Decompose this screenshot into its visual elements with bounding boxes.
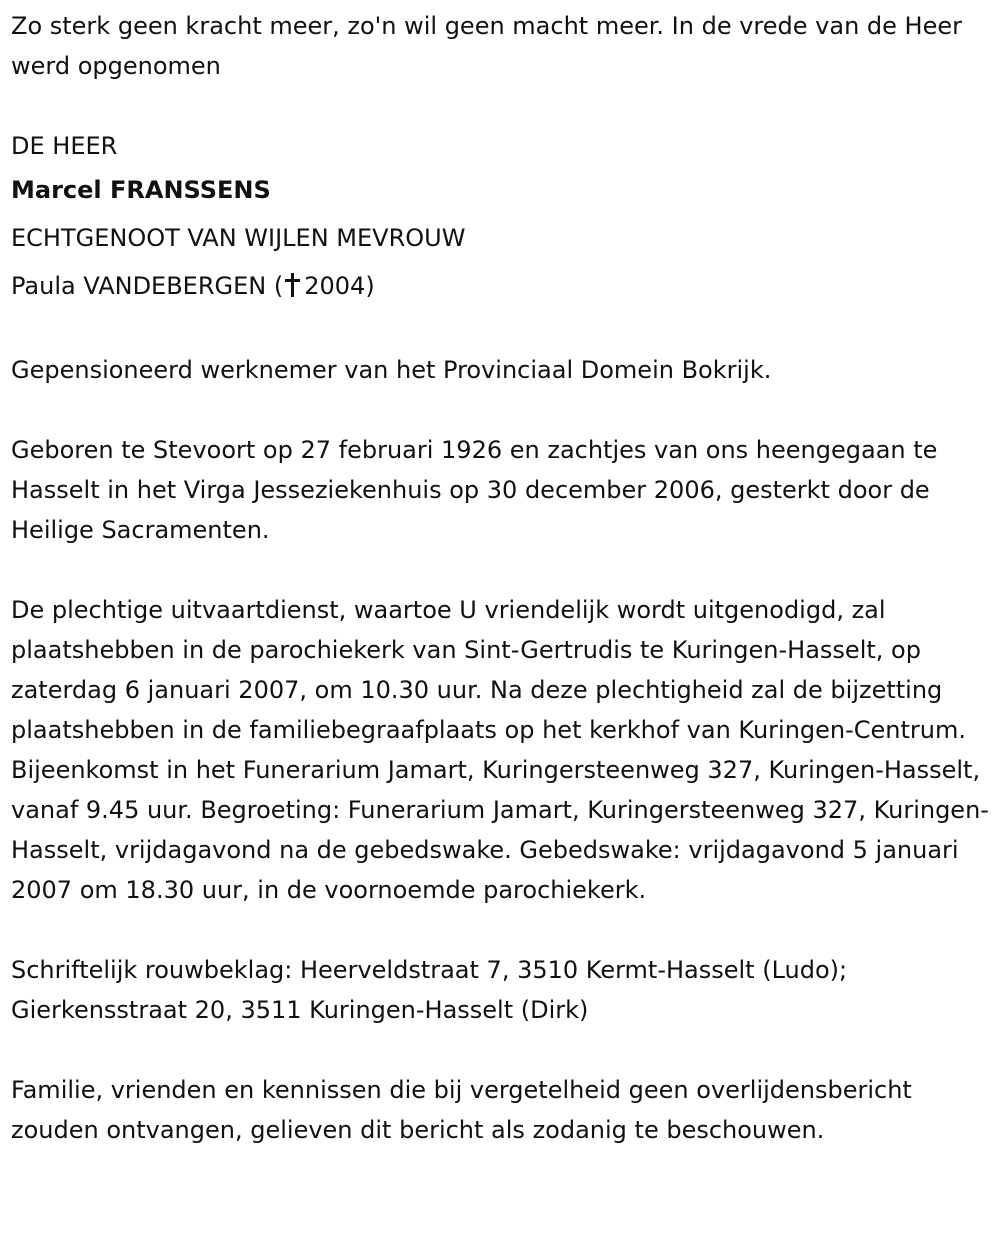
condolences-paragraph: Schriftelijk rouwbeklag: Heerveldstraat 7, 3510 Kermt-Hasselt (Ludo); Gierkensstraat 20, 3511 Kuringen-Hasselt (Dirk) xyxy=(11,956,848,1024)
spouse-death-year: 2004) xyxy=(304,272,375,300)
funeral-paragraph: De plechtige uitvaartdienst, waartoe U vriendelijk wordt uitgenodigd, zal plaatshebben in de parochiekerk van Sint-Gertrudis te Kuringen-Hasselt, op zaterdag 6 januari 2007, om 10.30 uur. Na deze plechtigheid zal de bijzetting plaatshebben in de familiebegraafplaats op het kerkhof van Kuringen-Centrum. Bijeenkomst in het Funerarium Jamart, Kuringersteenweg 327, Kuringen-Hasselt, vanaf 9.45 uur. Begroeting: Funerarium Jamart, Kuringersteenweg 327, Kuringen-Hasselt, vrijdagavond na de gebedswake. Gebedswake: vrijdagavond 5 januari 2007 om 18.30 uur, in de voornoemde parochiekerk. xyxy=(11,596,989,904)
deceased-title: DE HEER xyxy=(11,132,118,160)
birth-death-paragraph: Geboren te Stevoort op 27 februari 1926 en zachtjes van ons heengegaan te Hasselt in het Virga Jesseziekenhuis op 30 december 2006, gesterkt door de Heilige Sacramenten. xyxy=(11,436,938,544)
deceased-header xyxy=(11,126,990,310)
deceased-relation: ECHTGENOOT VAN WIJLEN MEVROUW xyxy=(11,224,466,252)
closing-paragraph: Familie, vrienden en kennissen die bij vergetelheid geen overlijdensbericht zouden ontvangen, gelieven dit bericht als zodanig te beschouwen. xyxy=(11,1076,912,1144)
spouse-line xyxy=(11,262,990,310)
cross-icon xyxy=(285,273,299,297)
deceased-name: Marcel FRANSSENS xyxy=(11,176,271,204)
spouse-name: Paula VANDEBERGEN ( xyxy=(11,272,284,300)
intro-paragraph: Zo sterk geen kracht meer, zo'n wil geen macht meer. In de vrede van de Heer werd opgenomen xyxy=(11,12,962,80)
profession-paragraph: Gepensioneerd werknemer van het Provinciaal Domein Bokrijk. xyxy=(11,356,772,384)
